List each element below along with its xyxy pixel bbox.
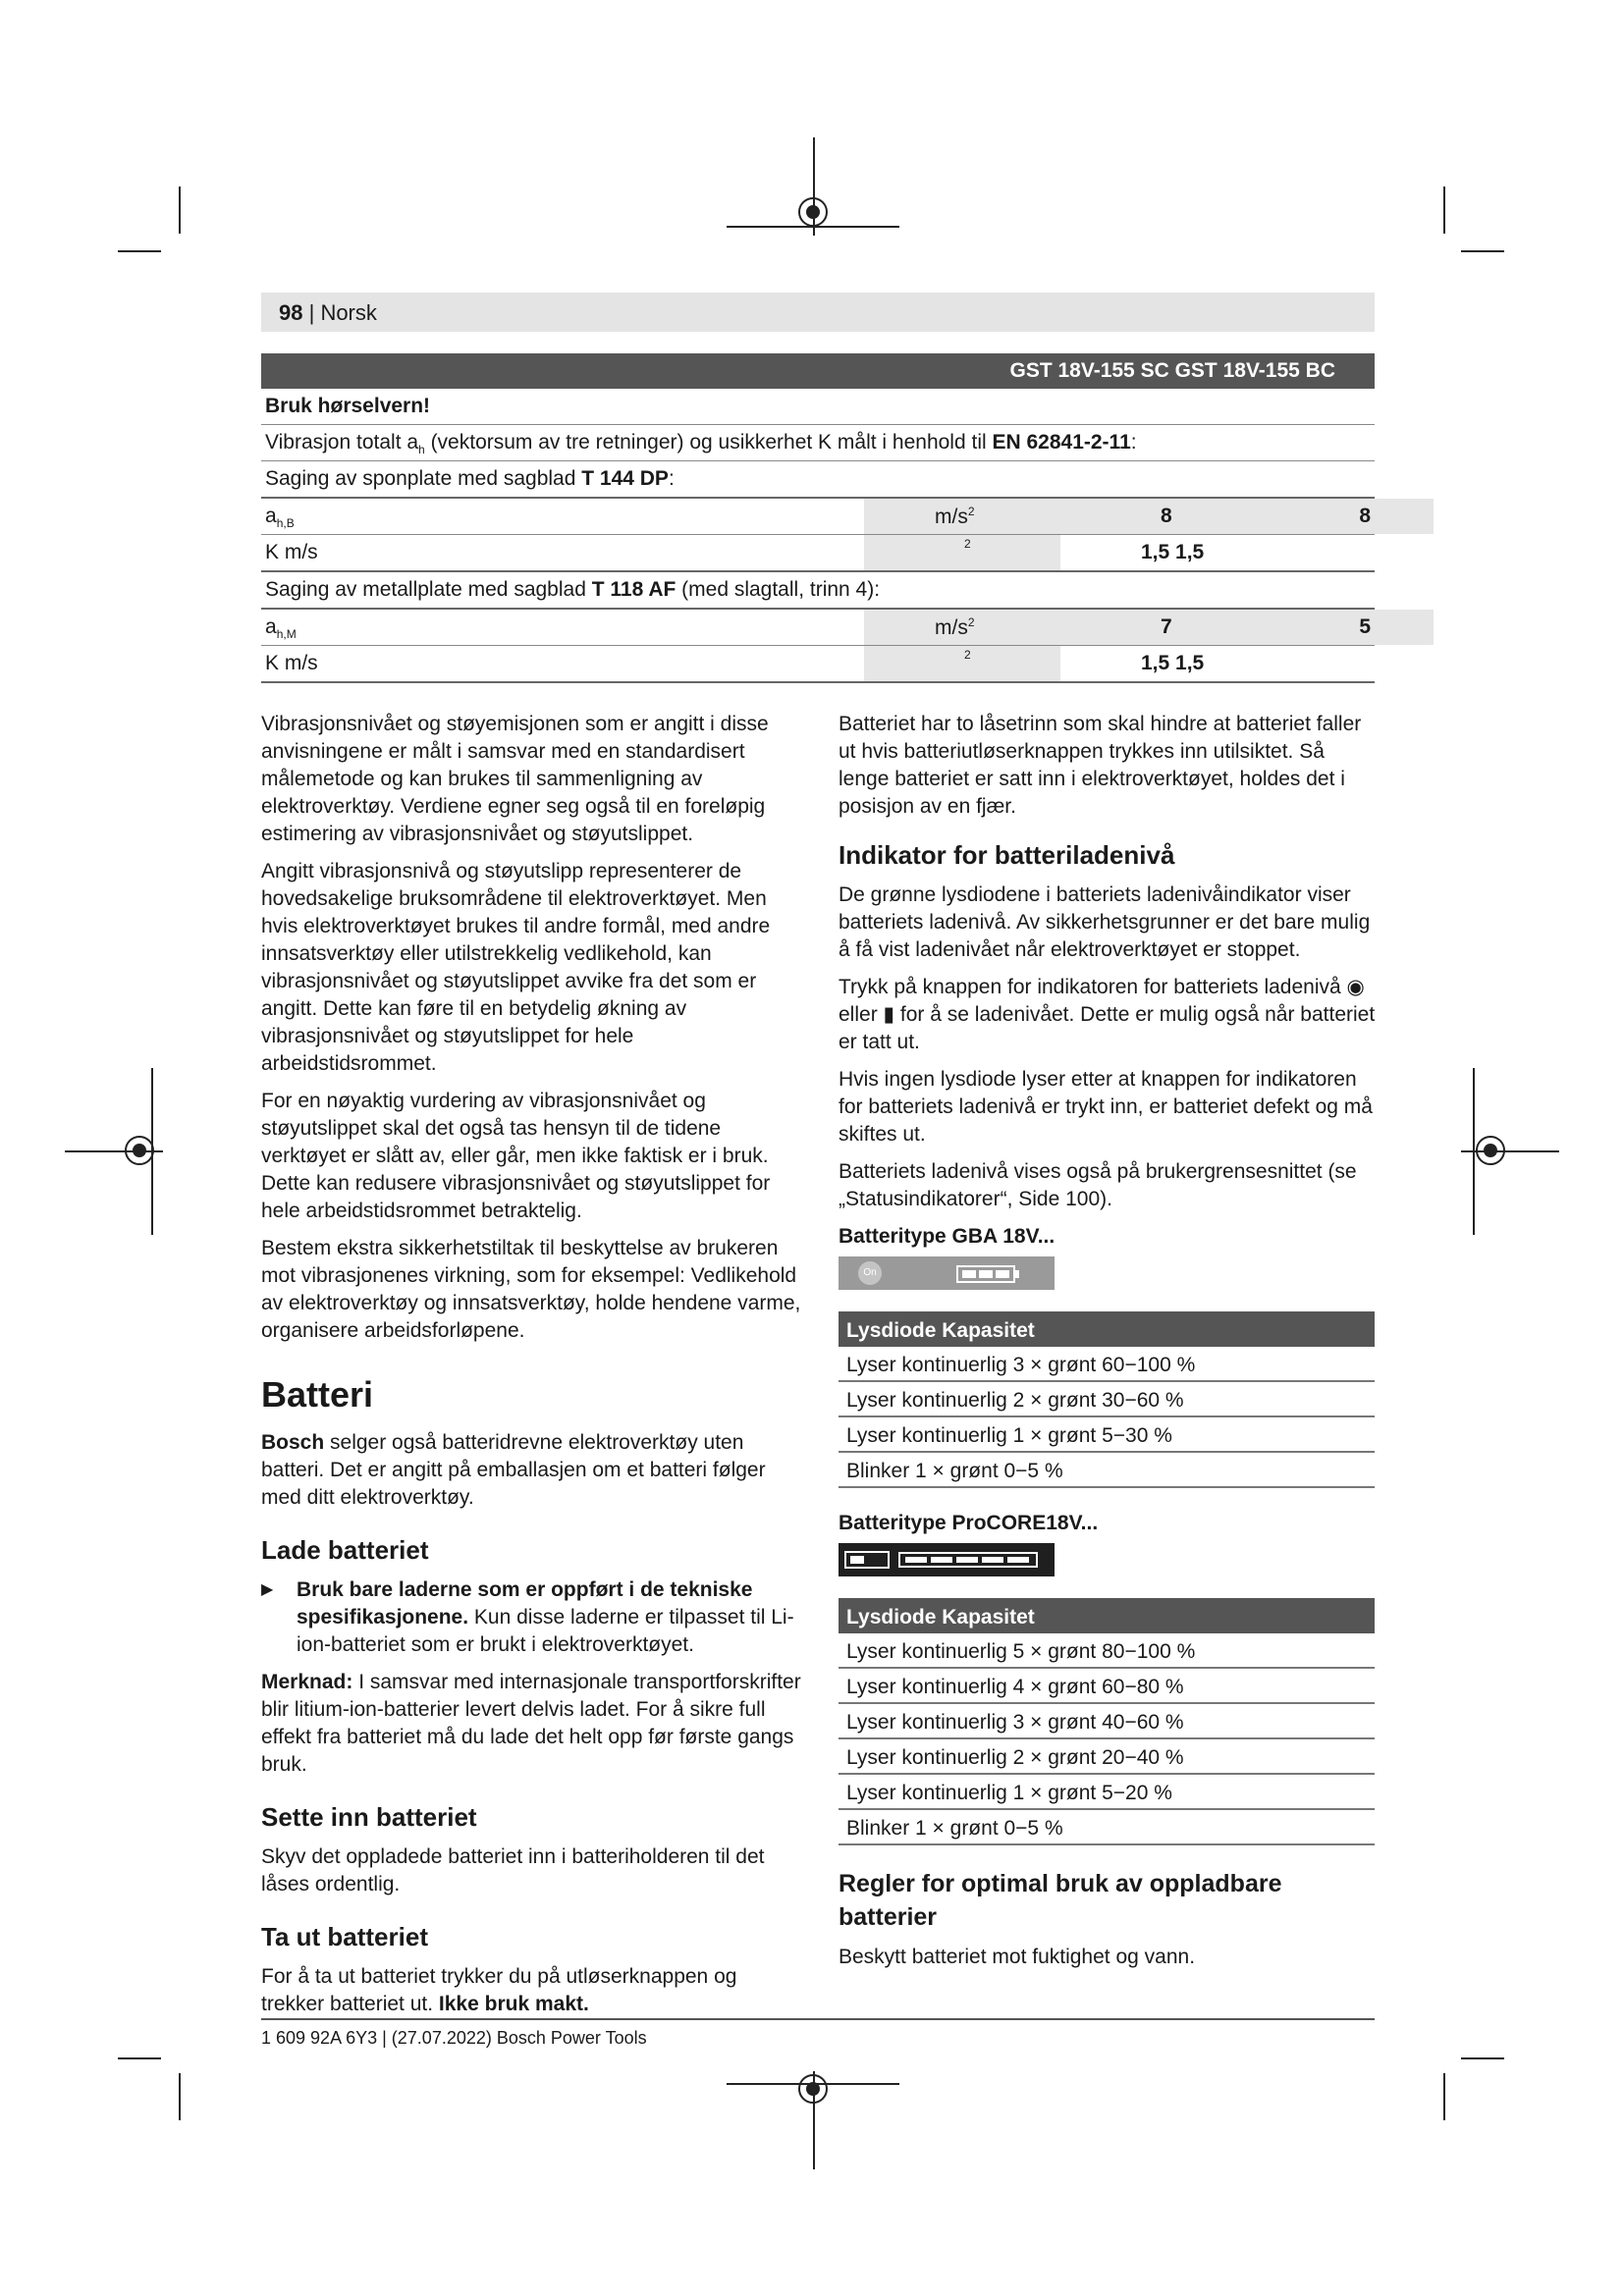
table-row: Saging av sponplate med sagblad T 144 DP: bbox=[261, 461, 1375, 499]
table-row: $a_{h,B}$ $m/s^2$ 8 8 bbox=[261, 499, 1375, 535]
paragraph: Bestem ekstra sikkerhetstiltak til beskyttelse av brukeren mot vibrasjonenes virkning, som for eksempel: Vedlikehold av elektroverktøy og innsatsverktøy, holde hendene varme, organisere arbeidsforløpene. bbox=[261, 1237, 801, 1342]
table-row: Lyser kontinuerlig 5 × grønt 80−100 % bbox=[839, 1633, 1375, 1669]
table-row: $a_{h,M}$ $m/s^2$ 7 5 bbox=[261, 610, 1375, 646]
paragraph: Vibrasjonsnivået og støyemisjonen som er angitt i disse anvisningene er målt i samsvar med en standardisert målemetode og kan brukes til sammenligning av elektroverktøy. Verdiene egner seg også til en foreløpig estimering av vibrasjonsnivået og støyutslippet. bbox=[261, 713, 769, 845]
registration-mark-icon bbox=[1473, 1133, 1508, 1168]
left-column bbox=[261, 711, 803, 2028]
table-row: K m/s 2 1,5 1,5 bbox=[261, 535, 1375, 572]
table-row: Lyser kontinuerlig 3 × grønt 60−100 % bbox=[839, 1347, 1375, 1382]
table-row: Lyser kontinuerlig 3 × grønt 40−60 % bbox=[839, 1704, 1375, 1739]
bullet-item: ▶ Bruk bare laderne som er oppført i de tekniske spesifikasjonene. Kun disse laderne er tilpasset til Li-ion-batteriet som er brukt i elektroverktøyet. bbox=[261, 1576, 803, 1659]
page-number-section: 98 | Norsk bbox=[279, 300, 377, 325]
crop-mark bbox=[118, 2057, 161, 2059]
table-row: Bruk hørselvern! bbox=[261, 389, 1375, 425]
table-row: Lyser kontinuerlig 2 × grønt 30−60 % bbox=[839, 1382, 1375, 1417]
on-button-icon: On bbox=[858, 1261, 882, 1285]
subheading-ta-ut: Ta ut batteriet bbox=[261, 1922, 428, 1951]
battery-level-icon bbox=[956, 1264, 1021, 1284]
battery-type-procore-title: Batteritype ProCORE18V... bbox=[839, 1512, 1099, 1534]
table-row: Lyser kontinuerlig 1 × grønt 5−20 % bbox=[839, 1775, 1375, 1810]
paragraph: Angitt vibrasjonsnivå og støyutslipp representerer de hovedsakelige bruksområdene til elektroverktøyet. Men hvis elektroverktøyet brukes til andre formål, med andre innsatsverktøy eller utilstrekkelig vedlikehold, kan vibrasjonsnivået og støyutslippet avvike fra det som er angitt. Dette kan føre til en betydelig økning av vibrasjonsnivået og støyutslippet for hele arbeidstidsrommet. bbox=[261, 860, 771, 1075]
crop-mark bbox=[1443, 2073, 1445, 2120]
registration-mark-icon bbox=[122, 1133, 157, 1168]
battery-level-icon bbox=[844, 1550, 1049, 1570]
section-heading-batteri: Batteri bbox=[261, 1374, 374, 1415]
spec-table-header: GST 18V-155 SC GST 18V-155 BC bbox=[261, 353, 1375, 389]
table-row: Lyser kontinuerlig 4 × grønt 60−80 % bbox=[839, 1669, 1375, 1704]
crop-mark bbox=[1443, 187, 1445, 234]
table-row: Blinker 1 × grønt 0−5 % bbox=[839, 1453, 1375, 1488]
table-row: Lyser kontinuerlig 1 × grønt 5−30 % bbox=[839, 1417, 1375, 1453]
right-column bbox=[839, 711, 1377, 1981]
subheading-regler: Regler for optimal bruk av oppladbare batterier bbox=[839, 1870, 1282, 1931]
battery-procore-illustration bbox=[839, 1543, 1055, 1576]
paragraph: Beskytt batteriet mot fuktighet og vann. bbox=[839, 1946, 1196, 1968]
crop-mark bbox=[1461, 2057, 1504, 2059]
note-paragraph: Merknad: I samsvar med internasjonale transportforskrifter blir litium-ion-batterier levert delvis ladet. For å sikre full effekt fra batteriet må du lade det helt opp før første gangs bruk. bbox=[261, 1671, 801, 1776]
crop-mark bbox=[179, 2073, 181, 2120]
registration-mark-icon bbox=[795, 194, 831, 230]
subheading-sette: Sette inn batteriet bbox=[261, 1802, 477, 1832]
led-table-header: Lysdiode Kapasitet bbox=[839, 1598, 1375, 1633]
table-row: Lyser kontinuerlig 2 × grønt 20−40 % bbox=[839, 1739, 1375, 1775]
paragraph: For å ta ut batteriet trykker du på utløserknappen og trekker batteriet ut. Ikke bruk makt. bbox=[261, 1965, 737, 2015]
registration-mark-icon bbox=[795, 2071, 831, 2107]
subheading-indikator: Indikator for batteriladenivå bbox=[839, 840, 1175, 870]
table-row: Blinker 1 × grønt 0−5 % bbox=[839, 1810, 1375, 1845]
battery-type-gba-title: Batteritype GBA 18V... bbox=[839, 1225, 1056, 1248]
page-header bbox=[261, 293, 1375, 332]
paragraph: Bosch selger også batteridrevne elektroverktøy uten batteri. Det er angitt på emballasjen om et batteri følger med ditt elektroverktøy. bbox=[261, 1431, 766, 1509]
led-table-procore bbox=[839, 1598, 1375, 1845]
paragraph: Batteriets ladenivå vises også på brukergrensesnittet (se „Statusindikatorer“, Side 100). bbox=[839, 1160, 1357, 1210]
paragraph: Skyv det oppladede batteriet inn i batteriholderen til det låses ordentlig. bbox=[261, 1845, 765, 1896]
crop-mark bbox=[1461, 250, 1504, 252]
paragraph: For en nøyaktig vurdering av vibrasjonsnivået og støyutslippet skal det også tas hensyn til de tidene verktøyet er slått av, eller går, men ikke faktisk er i bruk. Dette kan redusere vibrasjonsnivået og støyutslippet for hele arbeidstidsrommet betraktelig. bbox=[261, 1090, 771, 1222]
table-row: Saging av metallplate med sagblad T 118 AF (med slagtall, trinn 4): bbox=[261, 572, 1375, 610]
subheading-lade: Lade batteriet bbox=[261, 1535, 429, 1565]
battery-gba-illustration bbox=[839, 1256, 1055, 1290]
table-row: K m/s 2 1,5 1,5 bbox=[261, 646, 1375, 683]
paragraph: Trykk på knappen for indikatoren for batteriets ladenivå ◉ eller ▮ for å se ladenivået. Dette er mulig også når batteriet er tatt ut. bbox=[839, 976, 1376, 1053]
crop-mark bbox=[179, 187, 181, 234]
table-row: Vibrasjon totalt $a_h$ (vektorsum av tre retninger) og usikkerhet K målt i henhold til EN 62841-2-11: bbox=[261, 425, 1375, 461]
led-table-header: Lysdiode Kapasitet bbox=[839, 1311, 1375, 1347]
paragraph: De grønne lysdiodene i batteriets ladenivåindikator viser batteriets ladenivå. Av sikkerhetsgrunner er det bare mulig å få vist ladenivået når elektroverktøyet er stoppet. bbox=[839, 883, 1371, 961]
page-footer: 1 609 92A 6Y3 | (27.07.2022) Bosch Power Tools bbox=[261, 2018, 1375, 2049]
crop-mark bbox=[118, 250, 161, 252]
spec-table bbox=[261, 353, 1375, 683]
paragraph: Hvis ingen lysdiode lyser etter at knappen for indikatoren for batteriets ladenivå er trykt inn, er batteriet defekt og må skiftes ut. bbox=[839, 1068, 1373, 1146]
paragraph: Batteriet har to låsetrinn som skal hindre at batteriet faller ut hvis batteriutløserknappen trykkes inn utilsiktet. Så lenge batteriet er satt inn i elektroverktøyet, holdes det i posisjon av en fjær. bbox=[839, 713, 1362, 818]
led-table-gba bbox=[839, 1311, 1375, 1488]
